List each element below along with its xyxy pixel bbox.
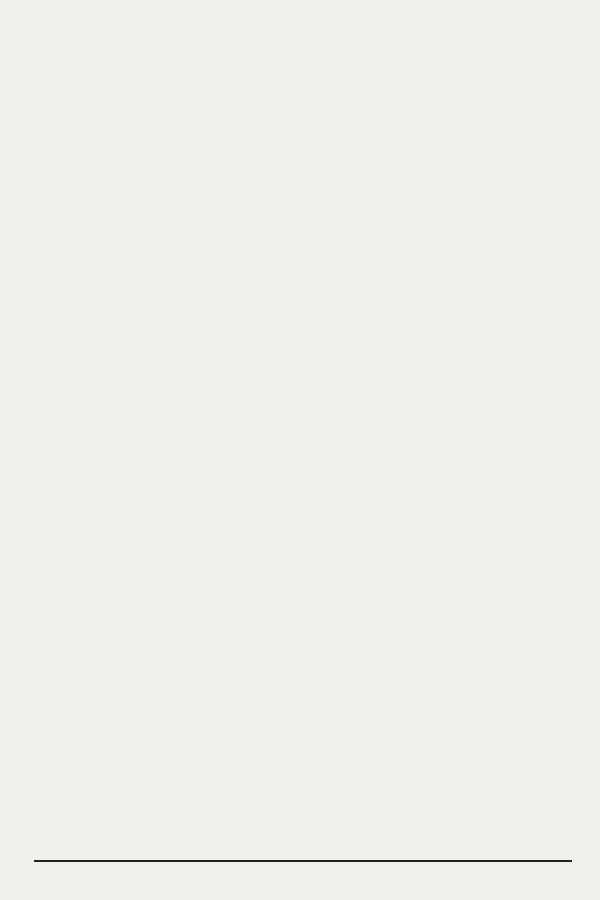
page-footer [34,860,572,890]
fretboard-figure [0,0,600,420]
instructions [40,428,580,443]
